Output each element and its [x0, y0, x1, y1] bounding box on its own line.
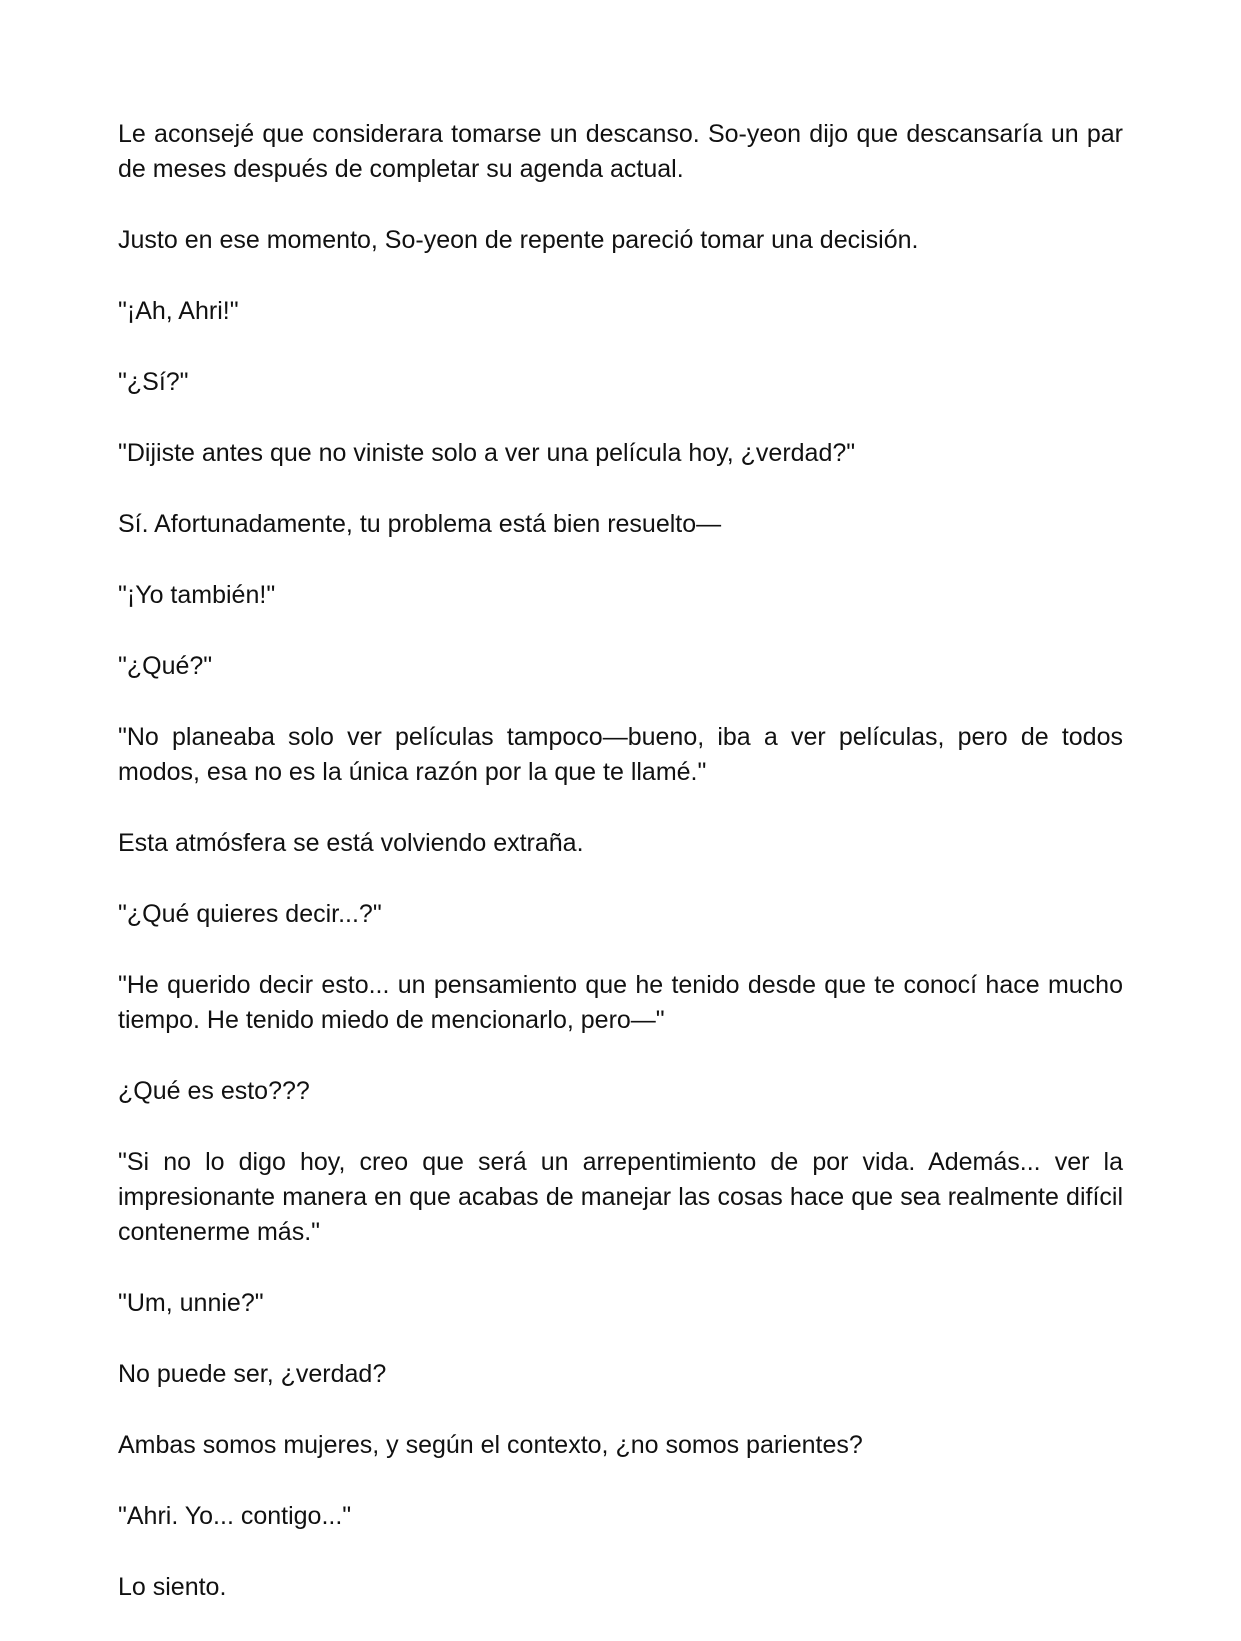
paragraph: "No planeaba solo ver películas tampoco—bueno, iba a ver películas, pero de todos modos, esa no es la única razón por la que te llamé.": [118, 723, 1123, 786]
paragraph: "¡Ah, Ahri!": [118, 297, 239, 325]
paragraph: "Dijiste antes que no viniste solo a ver una película hoy, ¿verdad?": [118, 439, 856, 467]
paragraph: "He querido decir esto... un pensamiento que he tenido desde que te conocí hace mucho tiempo. He tenido miedo de mencionarlo, pero—": [118, 971, 1123, 1034]
paragraph: "¿Sí?": [118, 368, 189, 396]
paragraph: "Ahri. Yo... contigo...": [118, 1502, 352, 1530]
paragraph: "¡Yo también!": [118, 581, 276, 609]
paragraph: Esta atmósfera se está volviendo extraña.: [118, 829, 584, 857]
paragraph: Le aconsejé que considerara tomarse un descanso. So-yeon dijo que descansaría un par de meses después de completar su agenda actual.: [118, 120, 1123, 183]
paragraph: "¿Qué?": [118, 652, 213, 680]
paragraph: "¿Qué quieres decir...?": [118, 900, 382, 928]
document-body: [118, 117, 1123, 1641]
paragraph: Ambas somos mujeres, y según el contexto, ¿no somos parientes?: [118, 1431, 863, 1459]
paragraph: "Si no lo digo hoy, creo que será un arrepentimiento de por vida. Además... ver la impresionante manera en que acabas de manejar las cosas hace que sea realmente difícil contenerme más.": [118, 1148, 1123, 1246]
paragraph: "Um, unnie?": [118, 1289, 264, 1317]
paragraph: Sí. Afortunadamente, tu problema está bien resuelto—: [118, 510, 722, 538]
paragraph: No puede ser, ¿verdad?: [118, 1360, 387, 1388]
paragraph: Lo siento.: [118, 1573, 227, 1601]
paragraph: ¿Qué es esto???: [118, 1077, 310, 1105]
paragraph: Justo en ese momento, So-yeon de repente pareció tomar una decisión.: [118, 226, 919, 254]
